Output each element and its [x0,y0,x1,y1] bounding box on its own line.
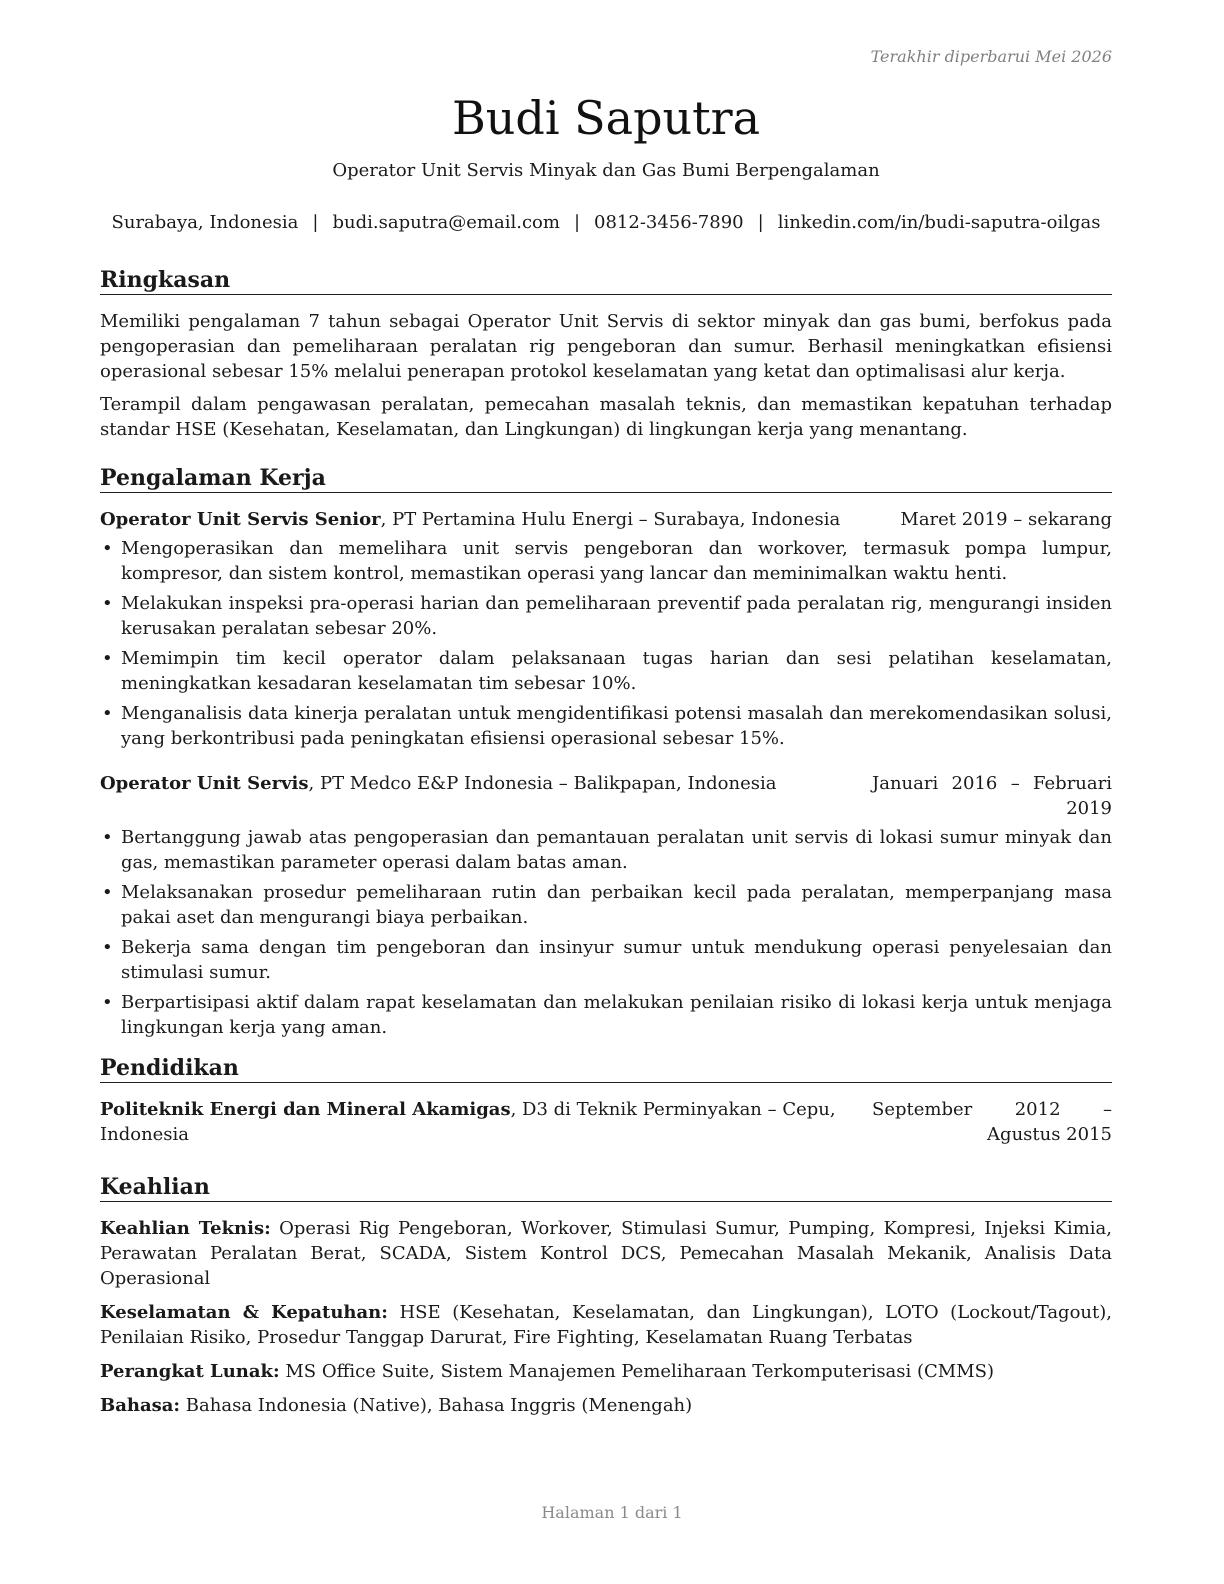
list-item [100,880,1112,930]
bullet-icon: • [102,992,113,1013]
bullet-text: Berpartisipasi aktif dalam rapat keselamatan dan melakukan penilaian risiko di lokasi kerja untuk menjaga lingkungan kerja yang aman. [121,992,1112,1038]
bullet-text: Mengoperasikan dan memelihara unit servis pengeboran dan workover, termasuk pompa lumpur, kompresor, dan sistem kontrol, memastikan operasi yang lancar dan meminimalkan waktu henti. [121,538,1112,584]
last-updated-note: Terakhir diperbarui Mei 2026 [870,47,1112,66]
section-title-education: Pendidikan [100,1054,1112,1083]
contact-phone: 0812-3456-7890 [594,212,744,233]
skill-label: Keahlian Teknis: [100,1218,271,1239]
summary-paragraph: Memiliki pengalaman 7 tahun sebagai Operator Unit Servis di sektor minyak dan gas bumi, berfokus pada pengoperasian dan pemeliharaan peralatan rig pengeboran dan sumur. Berhasil meningkatkan efisiensi operasional sebesar 15% melalui penerapan protokol keselamatan yang ketat dan optimalisasi alur kerja. [100,311,1112,382]
section-title-summary: Ringkasan [100,266,1112,295]
section-title-skills: Keahlian [100,1173,1112,1202]
bullet-text: Memimpin tim kecil operator dalam pelaksanaan tugas harian dan sesi pelatihan keselamatan, meningkatkan kesadaran keselamatan tim sebesar 10%. [121,648,1112,694]
page-number-footer: Halaman 1 dari 1 [541,1503,683,1522]
job-header [100,507,1112,532]
contact-separator: | [312,212,319,233]
bullet-icon: • [102,648,113,669]
candidate-name: Budi Saputra [451,91,761,145]
skill-group [100,1393,1112,1418]
list-item [100,701,1112,751]
bullet-icon: • [102,882,113,903]
education-school: Politeknik Energi dan Mineral Akamigas [100,1099,511,1120]
contact-email[interactable]: budi.saputra@email.com [332,212,560,233]
job-role-company [100,771,872,821]
list-item [100,591,1112,641]
bullet-icon: • [102,827,113,848]
education-entry [100,1097,1112,1147]
contact-separator: | [573,212,581,233]
bullet-text: Bekerja sama dengan tim pengeboran dan insinyur sumur untuk mendukung operasi penyelesaian dan stimulasi sumur. [121,937,1112,983]
bullet-text: Melakukan inspeksi pra-operasi harian dan pemeliharaan preventif pada peralatan rig, mengurangi insiden kerusakan peralatan sebesar 20%. [121,593,1112,639]
job-company: , PT Medco E&P Indonesia – Balikpapan, Indonesia [308,773,777,794]
job-entry [100,507,1112,751]
skill-label: Perangkat Lunak: [100,1361,280,1382]
list-item [100,646,1112,696]
list-item [100,990,1112,1040]
job-entry [100,771,1112,1040]
education-dates: September 2012 – Agustus 2015 [872,1099,1112,1145]
skill-group [100,1359,1112,1384]
job-dates: Januari 2016 – Februari 2019 [872,773,1112,819]
skill-group [100,1300,1112,1350]
list-item [100,825,1112,875]
bullet-icon: • [102,538,113,559]
contact-line [100,210,1112,235]
list-item [100,536,1112,586]
job-role-company [100,507,900,532]
education-school-degree [100,1097,872,1147]
resume-page [100,0,1112,1427]
skill-label: Keselamatan & Kepatuhan: [100,1302,388,1323]
bullet-text: Melaksanakan prosedur pemeliharaan rutin dan perbaikan kecil pada peralatan, memperpanjang masa pakai aset dan mengurangi biaya perbaikan. [121,882,1112,928]
bullet-icon: • [102,703,113,724]
list-item [100,935,1112,985]
skill-group [100,1216,1112,1291]
bullet-text: Bertanggung jawab atas pengoperasian dan pemantauan peralatan unit servis di lokasi sumur minyak dan gas, memastikan parameter operasi dalam batas aman. [121,827,1112,873]
skill-value: Operasi Rig Pengeboran, Workover, Stimulasi Sumur, Pumping, Kompresi, Injeksi Kimia, Perawatan Peralatan Berat, SCADA, Sistem Kontrol DCS, Pemecahan Masalah Mekanik, Analisis Data Operasional [100,1218,1112,1289]
skill-value: HSE (Kesehatan, Keselamatan, dan Lingkungan), LOTO (Lockout/Tagout), Penilaian Risiko, Prosedur Tanggap Darurat, Fire Fighting, Keselamatan Ruang Terbatas [100,1302,1112,1348]
bullet-text: Menganalisis data kinerja peralatan untuk mengidentifikasi potensi masalah dan merekomendasikan solusi, yang berkontribusi pada peningkatan efisiensi operasional sebesar 15%. [121,703,1112,749]
skill-label: Bahasa: [100,1395,181,1416]
education-detail: , D3 di Teknik Perminyakan – Cepu, Indonesia [100,1099,836,1145]
skill-value: MS Office Suite, Sistem Manajemen Pemeliharaan Terkomputerisasi (CMMS) [279,1361,995,1382]
bullet-icon: • [102,593,113,614]
contact-location: Surabaya, Indonesia [111,212,299,233]
job-dates: Maret 2019 – sekarang [900,509,1112,530]
job-role: Operator Unit Servis [100,773,309,794]
contact-linkedin[interactable]: linkedin.com/in/budi-saputra-oilgas [777,212,1101,233]
job-company: , PT Pertamina Hulu Energi – Surabaya, Indonesia [380,509,841,530]
summary-paragraph: Terampil dalam pengawasan peralatan, pemecahan masalah teknis, dan memastikan kepatuhan terhadap standar HSE (Kesehatan, Keselamatan, dan Lingkungan) di lingkungan kerja yang menantang. [100,394,1112,440]
skill-value: Bahasa Indonesia (Native), Bahasa Inggris (Menengah) [180,1395,693,1416]
job-role: Operator Unit Servis Senior [100,509,381,530]
section-title-experience: Pengalaman Kerja [100,464,1112,493]
bullet-icon: • [102,937,113,958]
job-bullets [100,825,1112,1040]
job-header [100,771,1112,821]
candidate-tagline: Operator Unit Servis Minyak dan Gas Bumi Berpengalaman [332,160,880,181]
contact-separator: | [757,212,764,233]
job-bullets [100,536,1112,751]
